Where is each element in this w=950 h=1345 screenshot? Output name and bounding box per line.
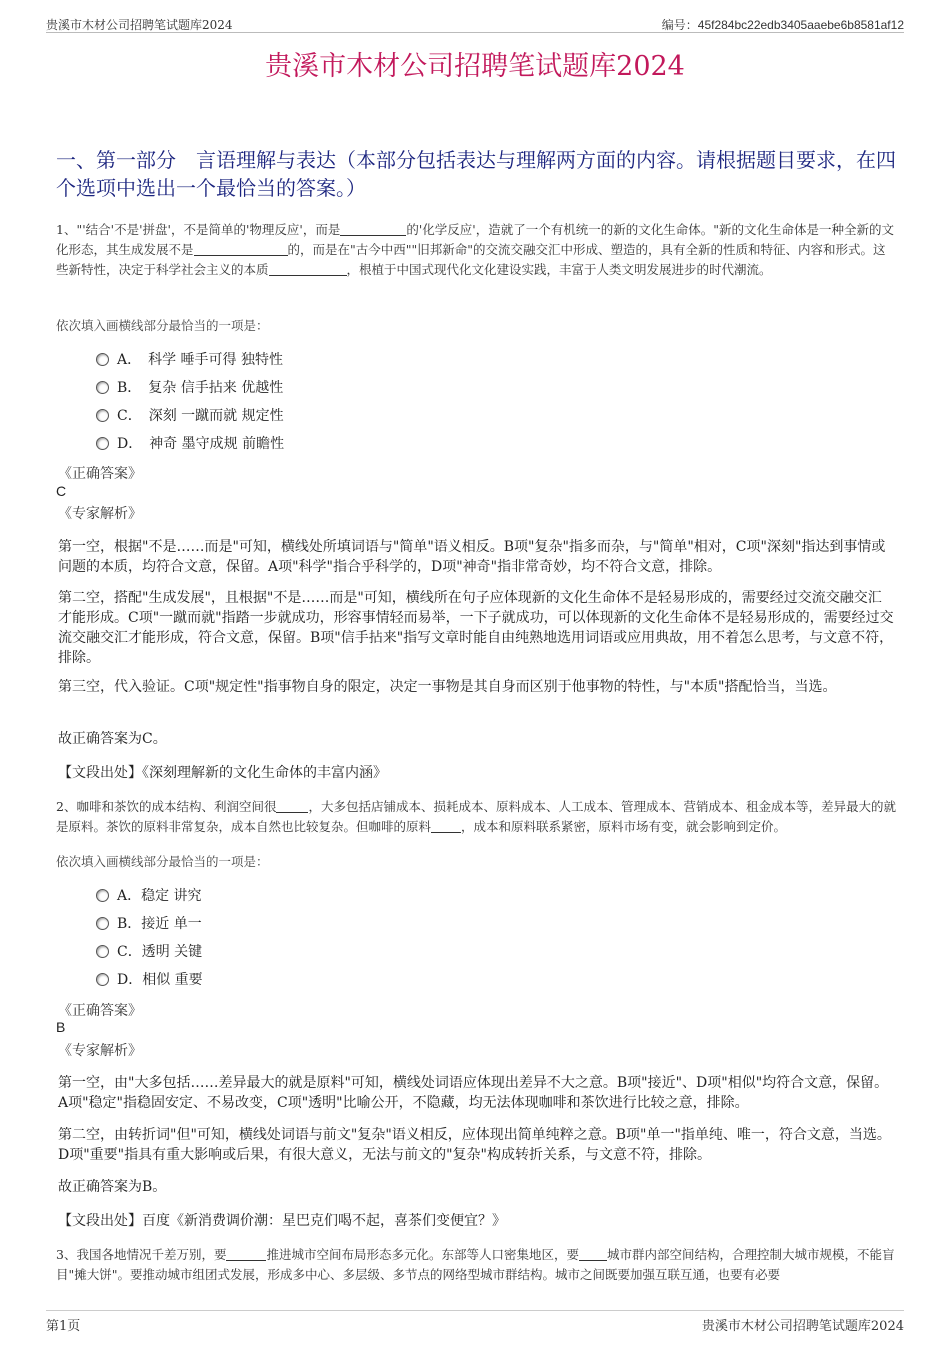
question-3-text: 3、我国各地情况千差万别，要 推进城市空间布局形态多元化。东部等人口密集地区，要 城市群内部空间结构，合理控制大城市规模，不能盲目"摊大饼"。要推动城市组团式发展，形成多中心、多层级、多节点的网络型城市群结构。城市之间既要加强互联互通，也要有必要 bbox=[56, 1247, 895, 1282]
q2-answer: B bbox=[56, 1019, 66, 1035]
q1-answer-label: 《正确答案》 bbox=[58, 466, 142, 482]
q1-option-b[interactable]: B． 复杂 信手拈来 优越性 bbox=[96, 378, 283, 398]
radio-icon[interactable] bbox=[96, 381, 109, 394]
q1-option-c[interactable]: C． 深刻 一蹴而就 规定性 bbox=[96, 406, 284, 426]
blank-2 bbox=[194, 241, 288, 256]
radio-icon[interactable] bbox=[96, 945, 109, 958]
q2-option-a[interactable]: A．稳定 讲究 bbox=[96, 886, 202, 906]
blank-1 bbox=[340, 221, 406, 236]
blank-1 bbox=[276, 798, 308, 813]
q2-analysis-label: 《专家解析》 bbox=[58, 1043, 142, 1059]
blank-2 bbox=[579, 1246, 607, 1261]
page-header bbox=[46, 14, 904, 33]
radio-icon[interactable] bbox=[96, 973, 109, 986]
q1-analysis-3: 第三空，代入验证。C项"规定性"指事物自身的限定，决定一事物是其自身而区别于他事物的特性，与"本质"搭配恰当，当选。 bbox=[58, 679, 837, 695]
blank-2 bbox=[431, 818, 461, 833]
radio-icon[interactable] bbox=[96, 917, 109, 930]
q2-option-c[interactable]: C．透明 关键 bbox=[96, 942, 202, 962]
document-title: 贵溪市木材公司招聘笔试题库2024 bbox=[265, 51, 685, 82]
q2-analysis-1: 第一空，由"大多包括……差异最大的就是原料"可知，横线处词语应体现出差异不大之意。B项"接近"、D项"相似"均符合文意，保留。A项"稳定"指稳固安定、不易改变，C项"透明"比喻公开，不隐藏，均无法体现咖啡和茶饮进行比较之意，排除。 bbox=[58, 1075, 889, 1111]
q1-answer: C bbox=[56, 483, 67, 499]
header-doc-title: 贵溪市木材公司招聘笔试题库2024 bbox=[46, 18, 233, 32]
radio-icon[interactable] bbox=[96, 409, 109, 422]
q1-analysis-4: 故正确答案为C。 bbox=[58, 731, 167, 747]
q1-analysis-1: 第一空，根据"不是……而是"可知，横线处所填词语与"简单"语义相反。B项"复杂"指多而杂，与"简单"相对，C项"深刻"指达到事情或问题的本质，均符合文意，保留。A项"科学"指合乎科学的，D项"神奇"指非常奇妙，均不符合文意，排除。 bbox=[58, 539, 886, 575]
radio-icon[interactable] bbox=[96, 889, 109, 902]
q1-analysis-2: 第二空，搭配"生成发展"，且根据"不是……而是"可知，横线所在句子应体现新的文化生命体不是轻易形成的，需要经过交流交融交汇才能形成。C项"一蹴而就"指踏一步就成功，形容事情轻而易举，一下子就成功，可以体现新的文化生命体不是轻易形成的，需要经过交流交融交汇才能形成，符合文意，保留。B项"信手拈来"指写文章时能自由纯熟地选用词语或应用典故，用不着怎么思考，与文意不符，排除。 bbox=[58, 590, 894, 666]
q2-answer-label: 《正确答案》 bbox=[58, 1003, 142, 1019]
radio-icon[interactable] bbox=[96, 437, 109, 450]
header-doc-id: 编号：45f284bc22edb3405aaebe6b8581af12 bbox=[661, 18, 904, 32]
blank-1 bbox=[226, 1246, 266, 1261]
blank-3 bbox=[269, 261, 347, 276]
q1-option-d[interactable]: D． 神奇 墨守成规 前瞻性 bbox=[96, 434, 284, 454]
q1-source: 【文段出处】《深刻理解新的文化生命体的丰富内涵》 bbox=[58, 765, 387, 781]
question-1-instruction: 依次填入画横线部分最恰当的一项是： bbox=[56, 318, 269, 333]
q2-option-b[interactable]: B．接近 单一 bbox=[96, 914, 202, 934]
q2-source: 【文段出处】百度《新消费调价潮：星巴克们喝不起，喜茶们变便宜？》 bbox=[58, 1213, 506, 1229]
footer-doc-title: 贵溪市木材公司招聘笔试题库2024 bbox=[701, 1319, 904, 1334]
question-1-text: 1、"'结合'不是'拼盘'，不是简单的'物理反应'，而是 的'化学反应'，造就了一个有机统一的新的文化生命体。"新的文化生命体是一种全新的文化形态，其生成发展不是 的，而是在"古今中西""旧邦新命"的交流交融交汇中形成、塑造的，具有全新的性质和特征、内容和形式。这些新特性，决定于科学社会主义的本质 ，根植于中国式现代化文化建设实践，丰富于人类文明发展进步的时代潮流。 bbox=[56, 222, 894, 277]
page-number: 第1页 bbox=[46, 1319, 81, 1334]
q2-analysis-2: 第二空，由转折词"但"可知，横线处词语与前文"复杂"语义相反，应体现出简单纯粹之意。B项"单一"指单纯、唯一，符合文意，当选。D项"重要"指具有重大影响或后果，有很大意义，无法与前文的"复杂"构成转折关系，与文意不符，排除。 bbox=[58, 1127, 891, 1163]
radio-icon[interactable] bbox=[96, 353, 109, 366]
page-footer bbox=[46, 1310, 904, 1334]
section-heading: 一、第一部分 言语理解与表达（本部分包括表达与理解两方面的内容。请根据题目要求，在四个选项中选出一个最恰当的答案。） bbox=[56, 148, 896, 200]
q1-analysis-label: 《专家解析》 bbox=[58, 506, 142, 522]
q1-option-a[interactable]: A． 科学 唾手可得 独特性 bbox=[96, 350, 283, 370]
question-2-instruction: 依次填入画横线部分最恰当的一项是： bbox=[56, 854, 269, 869]
question-2-text: 2、咖啡和茶饮的成本结构、利润空间很 ，大多包括店铺成本、损耗成本、原料成本、人工成本、管理成本、营销成本、租金成本等，差异最大的就是原料。茶饮的原料非常复杂，成本自然也比较复杂。但咖啡的原料 ，成本和原料联系紧密，原料市场有变，就会影响到定价。 bbox=[56, 799, 896, 834]
q2-option-d[interactable]: D．相似 重要 bbox=[96, 970, 203, 990]
q2-analysis-3: 故正确答案为B。 bbox=[58, 1179, 167, 1195]
